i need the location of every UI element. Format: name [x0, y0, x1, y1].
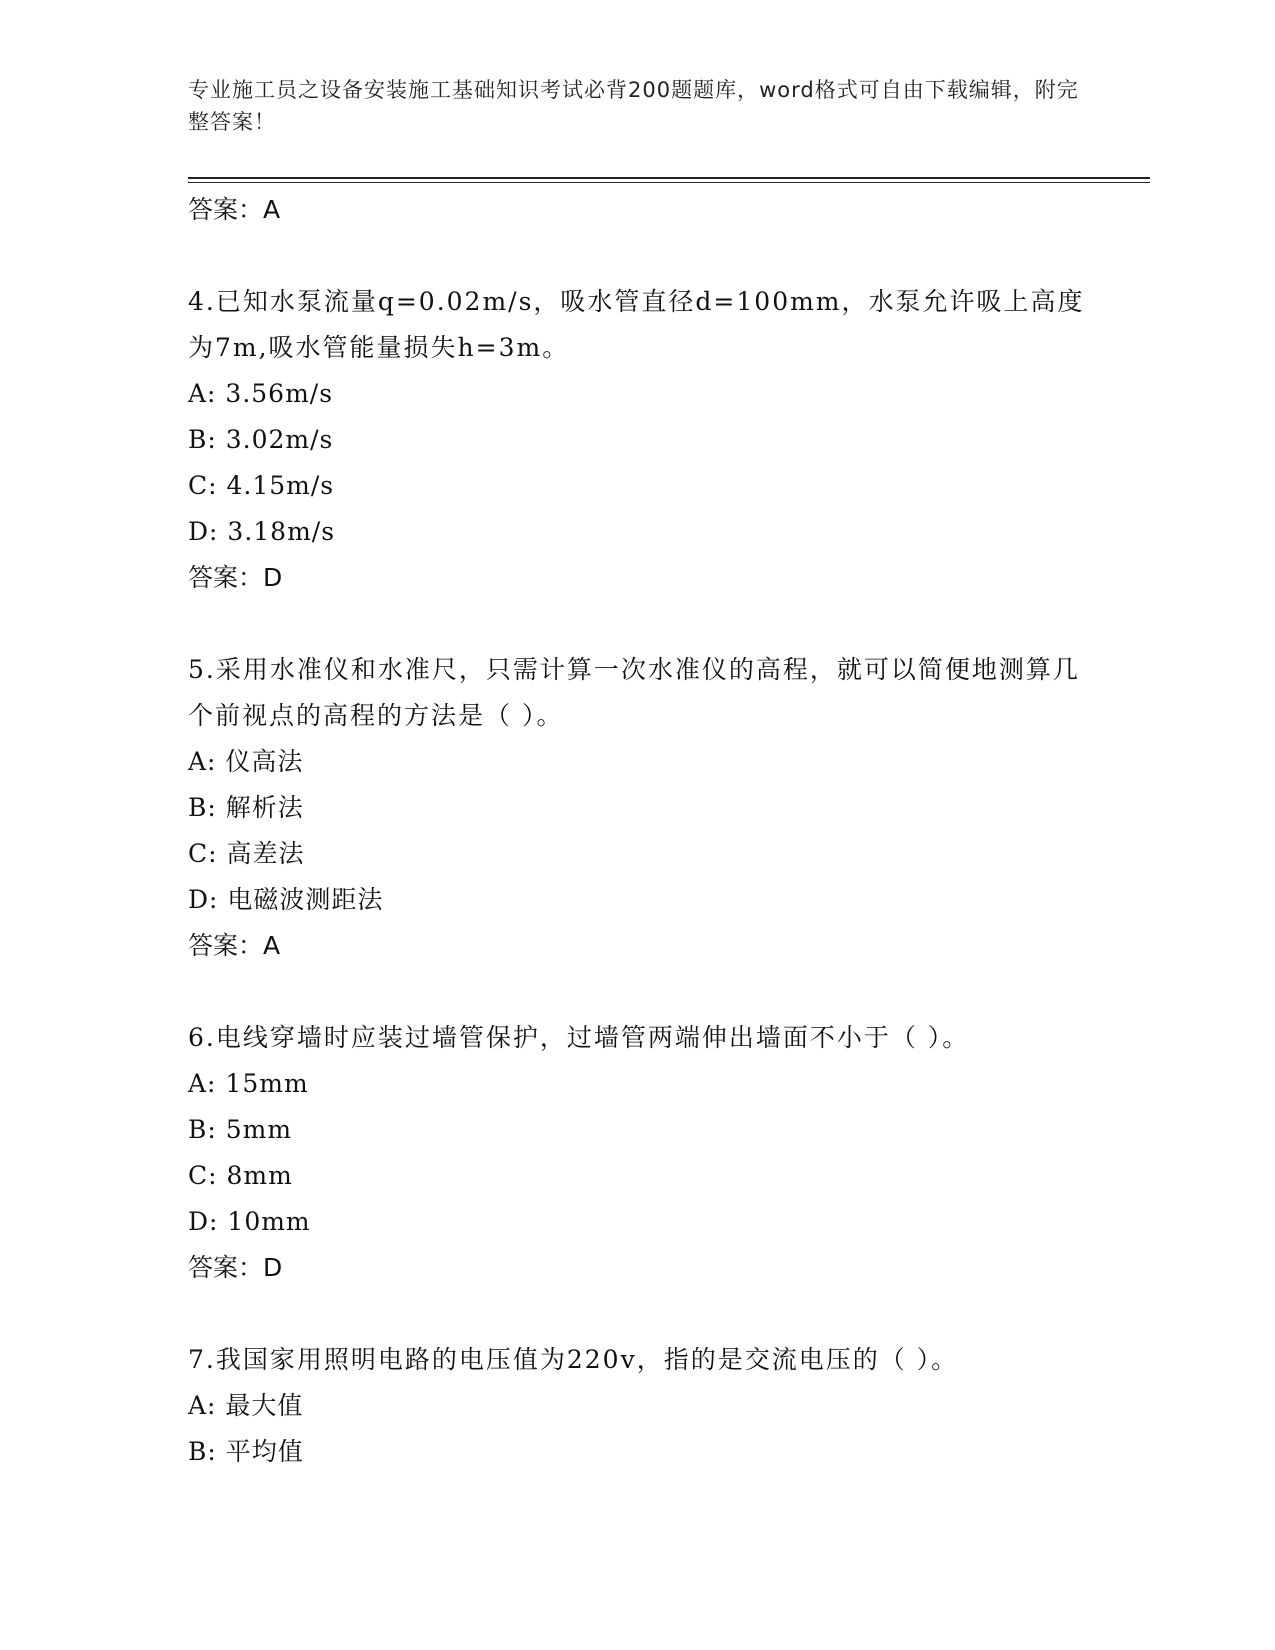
question-item: [188, 279, 1088, 601]
option-d: D: 3.18m/s: [188, 517, 336, 546]
option-b: B: 解析法: [188, 793, 304, 822]
option-c: C: 高差法: [188, 839, 305, 868]
option-a: A: 3.56m/s: [188, 379, 334, 408]
option-d: D: 10mm: [188, 1207, 311, 1236]
question-item: [188, 1337, 1088, 1475]
option-c: C: 4.15m/s: [188, 471, 335, 500]
option-c: C: 8mm: [188, 1161, 293, 1190]
option-a: A: 15mm: [188, 1069, 309, 1098]
document-header: 专业施工员之设备安装施工基础知识考试必背200题题库，word格式可自由下载编辑，附完整答案！: [188, 78, 1079, 134]
option-b: B: 5mm: [188, 1115, 293, 1144]
answer-line: 答案：D: [188, 563, 283, 592]
question-list: [188, 187, 1088, 1475]
option-b: B: 3.02m/s: [188, 425, 334, 454]
option-a: A: 仪高法: [188, 747, 304, 776]
option-d: D: 电磁波测距法: [188, 885, 384, 914]
question-item: [188, 1015, 1088, 1291]
question-text: 5.采用水准仪和水准尺，只需计算一次水准仪的高程，就可以简便地测算几个前视点的高程的方法是（ ）。: [188, 655, 1080, 730]
header-rule-thin: [188, 182, 1150, 183]
question-text: 4.已知水泵流量q=0.02m/s，吸水管直径d=100mm，水泵允许吸上高度为7m,吸水管能量损失h=3m。: [188, 287, 1085, 362]
question-text: 7.我国家用照明电路的电压值为220v，指的是交流电压的（ ）。: [188, 1345, 959, 1374]
option-a: A: 最大值: [188, 1391, 304, 1420]
answer-line: 答案：A: [188, 931, 281, 960]
question-item: [188, 647, 1088, 969]
answer-line: 答案：D: [188, 1253, 283, 1282]
answer-line: 答案：A: [188, 195, 281, 224]
header-rule: [188, 177, 1150, 179]
option-b: B: 平均值: [188, 1437, 304, 1466]
question-text: 6.电线穿墙时应装过墙管保护，过墙管两端伸出墙面不小于（ ）。: [188, 1023, 970, 1052]
